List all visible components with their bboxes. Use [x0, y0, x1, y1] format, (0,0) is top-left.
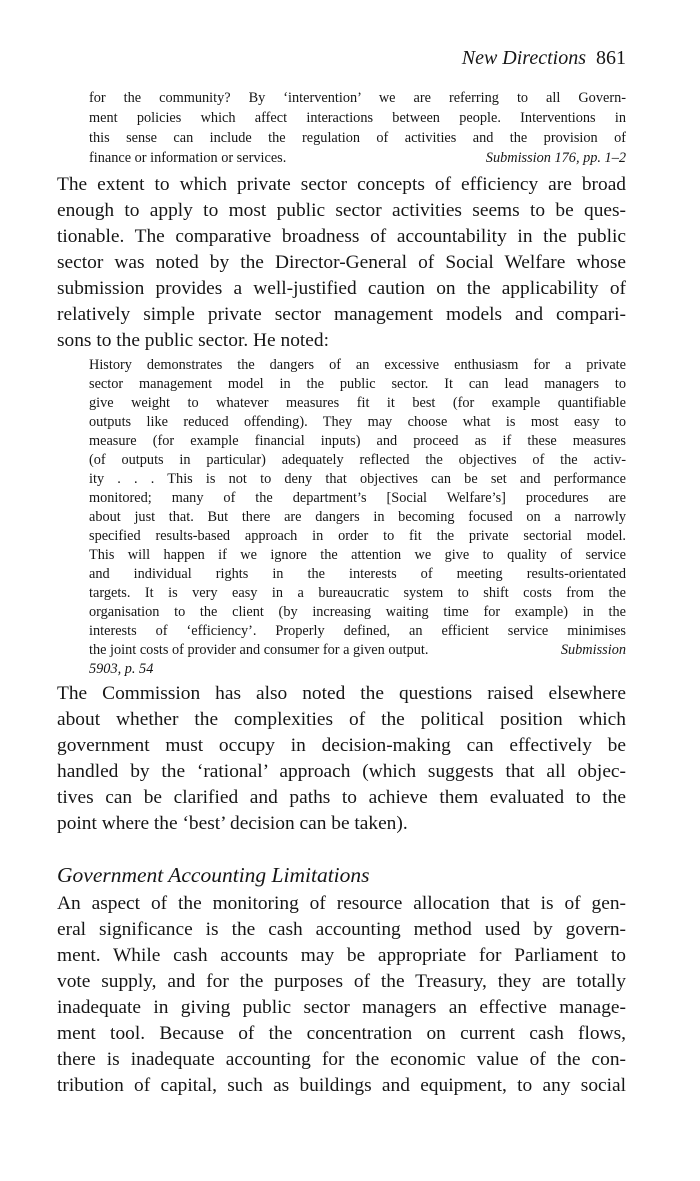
- quote-line: History demonstrates the dangers of an excessive enthusiasm for a private: [89, 357, 626, 373]
- body-line: sector was noted by the Director-General of Social Welfare whose: [57, 252, 626, 273]
- body-line: vote supply, and for the purposes of the Treasury, they are totally: [57, 971, 626, 992]
- body-line: tribution of capital, such as buildings and equipment, to any social: [57, 1075, 626, 1096]
- citation: Submission: [560, 642, 626, 658]
- body-line: there is inadequate accounting for the economic value of the con-: [57, 1049, 626, 1070]
- body-line: The extent to which private sector concepts of efficiency are broad: [57, 174, 626, 195]
- body-line: relatively simple private sector management models and compari-: [57, 304, 626, 325]
- quote-line: outputs like reduced offending). They may choose what is most easy to: [89, 414, 626, 430]
- body-line: about whether the complexities of the political position which: [57, 709, 626, 730]
- body-line: An aspect of the monitoring of resource allocation that is of gen-: [57, 893, 626, 914]
- body-line: ment tool. Because of the concentration on current cash flows,: [57, 1023, 626, 1044]
- body-line: inadequate in giving public sector managers an effective manage-: [57, 997, 626, 1018]
- quote-line: measure (for example financial inputs) and proceed as if these measures: [89, 433, 626, 449]
- quote-line: for the community? By ‘intervention’ we are referring to all Govern-: [89, 90, 626, 106]
- quote-line: organisation to the client (by increasing waiting time for example) in the: [89, 604, 626, 620]
- quote-line: specified results-based approach in order to fit the private sectorial model.: [89, 528, 626, 544]
- quote-line: This will happen if we ignore the attention we give to quality of service: [89, 547, 626, 563]
- quote-line-with-citation: [89, 149, 626, 168]
- quote-line: about just that. But there are dangers in becoming focused on a narrowly: [89, 509, 626, 525]
- quote-line: (of outputs in particular) adequately reflected the objectives of the activ-: [89, 452, 626, 468]
- quote-line: give weight to whatever measures fit it best (for example quantifiable: [89, 395, 626, 411]
- section-heading: Government Accounting Limitations: [57, 863, 370, 887]
- running-head-section: New Directions: [461, 47, 586, 69]
- quote-line: ity . . . This is not to deny that objectives can be set and performance: [89, 471, 626, 487]
- running-head: [462, 46, 626, 70]
- quote-line-text: the joint costs of provider and consumer for a given output.: [89, 642, 429, 658]
- quote-line: targets. It is very easy in a bureaucratic system to shift costs from the: [89, 585, 626, 601]
- body-line: tives can be clarified and paths to achieve them evaluated to the: [57, 787, 626, 808]
- quote-line: ment policies which affect interactions between people. Interventions in: [89, 110, 626, 126]
- body-line: sons to the public sector. He noted:: [57, 330, 329, 351]
- body-line: tionable. The comparative broadness of accountability in the public: [57, 226, 626, 247]
- body-line: government must occupy in decision-making can effectively be: [57, 735, 626, 756]
- quote-line-text: finance or information or services.: [89, 150, 287, 166]
- citation: 5903, p. 54: [89, 661, 154, 677]
- quote-line: monitored; many of the department’s [Social Welfare’s] procedures are: [89, 490, 626, 506]
- body-line: submission provides a well-justified caution on the applicability of: [57, 278, 626, 299]
- body-line: eral significance is the cash accounting method used by govern-: [57, 919, 626, 940]
- quote-line-with-citation: [89, 641, 626, 660]
- quote-line: and individual rights in the interests of meeting results-orientated: [89, 566, 626, 582]
- body-line: enough to apply to most public sector activities seems to be ques-: [57, 200, 626, 221]
- quote-line: this sense can include the regulation of activities and the provision of: [89, 130, 626, 146]
- body-line: The Commission has also noted the questions raised elsewhere: [57, 683, 626, 704]
- quote-line: sector management model in the public sector. It can lead managers to: [89, 376, 626, 392]
- page-number: 861: [596, 47, 626, 69]
- body-line: point where the ‘best’ decision can be taken).: [57, 813, 408, 834]
- body-line: handled by the ‘rational’ approach (which suggests that all objec-: [57, 761, 626, 782]
- quote-line: interests of ‘efficiency’. Properly defined, an efficient service minimises: [89, 623, 626, 639]
- citation: Submission 176, pp. 1–2: [485, 150, 626, 166]
- body-line: ment. While cash accounts may be appropriate for Parliament to: [57, 945, 626, 966]
